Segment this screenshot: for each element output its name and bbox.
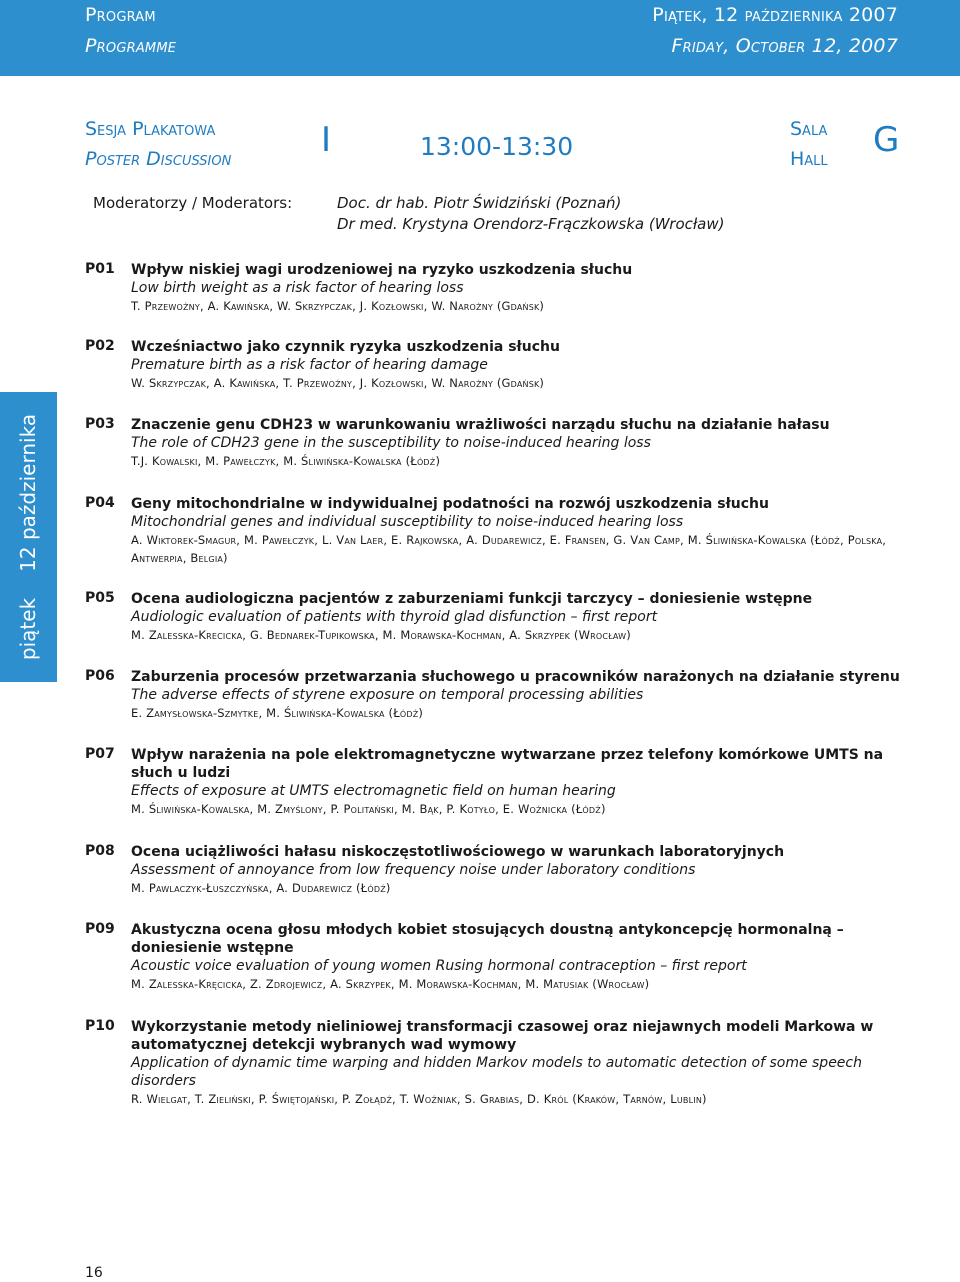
poster-authors: M. Śliwińska-Kowalska, M. Zmyślony, P. Politański, M. Bąk, P. Kotyło, E. Woźnicka (Łódź) — [131, 802, 606, 816]
poster-title-pl: Ocena audiologiczna pacjentów z zaburzeniami funkcji tarczycy – doniesienie wstępne — [131, 591, 813, 607]
page-number: 16 — [85, 1265, 103, 1281]
poster-authors: M. Pawlaczyk-Łuszczyńska, A. Dudarewicz (Łódź) — [131, 881, 391, 895]
poster-title-en: Assessment of annoyance from low frequency noise under laboratory conditions — [131, 862, 696, 878]
header-date-pl: Piątek, 12 października 2007 — [652, 4, 898, 26]
poster-authors: T.J. Kowalski, M. Pawełczyk, M. Śliwińska-Kowalska (Łódź) — [131, 454, 441, 468]
poster-body — [131, 668, 906, 722]
poster-body — [131, 746, 906, 818]
poster-body — [131, 495, 906, 567]
moderator-name: Doc. dr hab. Piotr Świdziński (Poznań) — [337, 194, 622, 212]
poster-code: P07 — [85, 746, 115, 762]
session-title-pl: Sesja Plakatowa — [85, 118, 216, 140]
moderators-label: Moderatorzy / Moderators: — [93, 194, 293, 212]
poster-title-pl: Akustyczna ocena głosu młodych kobiet stosujących doustną antykoncepcję hormonalną – doniesienie wstępne — [131, 922, 844, 956]
side-day-label — [16, 414, 40, 660]
poster-body — [131, 338, 906, 392]
hall-label-pl: Sala — [790, 118, 828, 140]
poster-title-pl: Wpływ narażenia na pole elektromagnetyczne wytwarzane przez telefony komórkowe UMTS na słuch u ludzi — [131, 747, 884, 781]
poster-title-pl: Wcześniactwo jako czynnik ryzyka uszkodzenia słuchu — [131, 339, 560, 355]
poster-code: P01 — [85, 261, 115, 277]
side-day-date: 12 października — [16, 413, 40, 572]
poster-authors: M. Zalesska-Krecicka, G. Bednarek-Tupikowska, M. Morawska-Kochman, A. Skrzypek (Wrocław) — [131, 628, 631, 642]
poster-authors: R. Wielgat, T. Zieliński, P. Świętojański, P. Zołądź, T. Woźniak, S. Grabias, D. Król (Kraków, Tarnów, Lublin) — [131, 1092, 707, 1106]
poster-body — [131, 416, 906, 470]
poster-body — [131, 261, 906, 315]
poster-title-en: The role of CDH23 gene in the susceptibility to noise-induced hearing loss — [131, 435, 651, 451]
poster-code: P05 — [85, 590, 115, 606]
poster-title-en: Effects of exposure at UMTS electromagnetic field on human hearing — [131, 783, 616, 799]
side-day-name: piątek — [16, 597, 40, 661]
header-date-en: Friday, October 12, 2007 — [671, 35, 898, 57]
poster-code: P02 — [85, 338, 115, 354]
poster-body — [131, 921, 906, 993]
poster-authors: E. Zamysłowska-Szmytke, M. Śliwińska-Kowalska (Łódź) — [131, 706, 424, 720]
session-number: I — [321, 120, 332, 160]
poster-title-pl: Znaczenie genu CDH23 w warunkowaniu wrażliwości narządu słuchu na działanie hałasu — [131, 417, 830, 433]
poster-code: P09 — [85, 921, 115, 937]
poster-authors: M. Zalesska-Kręcicka, Z. Zdrojewicz, A. Skrzypek, M. Morawska-Kochman, M. Matusiak (Wrocław) — [131, 977, 650, 991]
page-header — [0, 0, 960, 76]
poster-code: P03 — [85, 416, 115, 432]
poster-body — [131, 1018, 906, 1108]
poster-title-en: Acoustic voice evaluation of young women Rusing hormonal contraception – first report — [131, 958, 747, 974]
poster-authors: A. Wiktorek-Smagur, M. Pawełczyk, L. Van Laer, E. Rajkowska, A. Dudarewicz, E. Fransen, G. Van Camp, M. Śliwińska-Kowalska (Łódź, Polska, Antwerpia, Belgia) — [131, 533, 887, 565]
hall-letter: G — [873, 120, 900, 160]
session-title-en: Poster Discussion — [85, 148, 232, 170]
poster-code: P04 — [85, 495, 115, 511]
session-time: 13:00-13:30 — [420, 132, 574, 161]
poster-code: P06 — [85, 668, 115, 684]
poster-title-en: Premature birth as a risk factor of hearing damage — [131, 357, 488, 373]
poster-title-pl: Wpływ niskiej wagi urodzeniowej na ryzyko uszkodzenia słuchu — [131, 262, 633, 278]
poster-title-en: Low birth weight as a risk factor of hearing loss — [131, 280, 464, 296]
poster-title-pl: Geny mitochondrialne w indywidualnej podatności na rozwój uszkodzenia słuchu — [131, 496, 769, 512]
poster-title-en: The adverse effects of styrene exposure on temporal processing abilities — [131, 687, 644, 703]
poster-title-pl: Ocena uciążliwości hałasu niskoczęstotliwościowego w warunkach laboratoryjnych — [131, 844, 785, 860]
poster-title-pl: Zaburzenia procesów przetwarzania słuchowego u pracowników narażonych na działanie styrenu — [131, 669, 900, 685]
poster-code: P10 — [85, 1018, 115, 1034]
poster-body — [131, 590, 906, 644]
moderator-name: Dr med. Krystyna Orendorz-Frączkowska (Wrocław) — [337, 215, 725, 233]
hall-label-en: Hall — [790, 148, 828, 170]
poster-title-en: Audiologic evaluation of patients with thyroid glad disfunction – first report — [131, 609, 658, 625]
poster-body — [131, 843, 906, 897]
poster-title-pl: Wykorzystanie metody nieliniowej transformacji czasowej oraz niejawnych modeli Markowa w automatycznej detekcji wybranych wad wymowy — [131, 1019, 874, 1053]
header-program-pl: Program — [85, 4, 156, 26]
poster-code: P08 — [85, 843, 115, 859]
poster-authors: T. Przewoźny, A. Kawińska, W. Skrzypczak, J. Kozłowski, W. Narożny (Gdańsk) — [131, 299, 545, 313]
poster-title-en: Mitochondrial genes and individual susceptibility to noise-induced hearing loss — [131, 514, 684, 530]
poster-authors: W. Skrzypczak, A. Kawińska, T. Przewoźny, J. Kozłowski, W. Narożny (Gdańsk) — [131, 376, 545, 390]
header-program-en: Programme — [85, 35, 177, 57]
poster-title-en: Application of dynamic time warping and hidden Markov models to automatic detection of some speech disorders — [131, 1055, 862, 1089]
